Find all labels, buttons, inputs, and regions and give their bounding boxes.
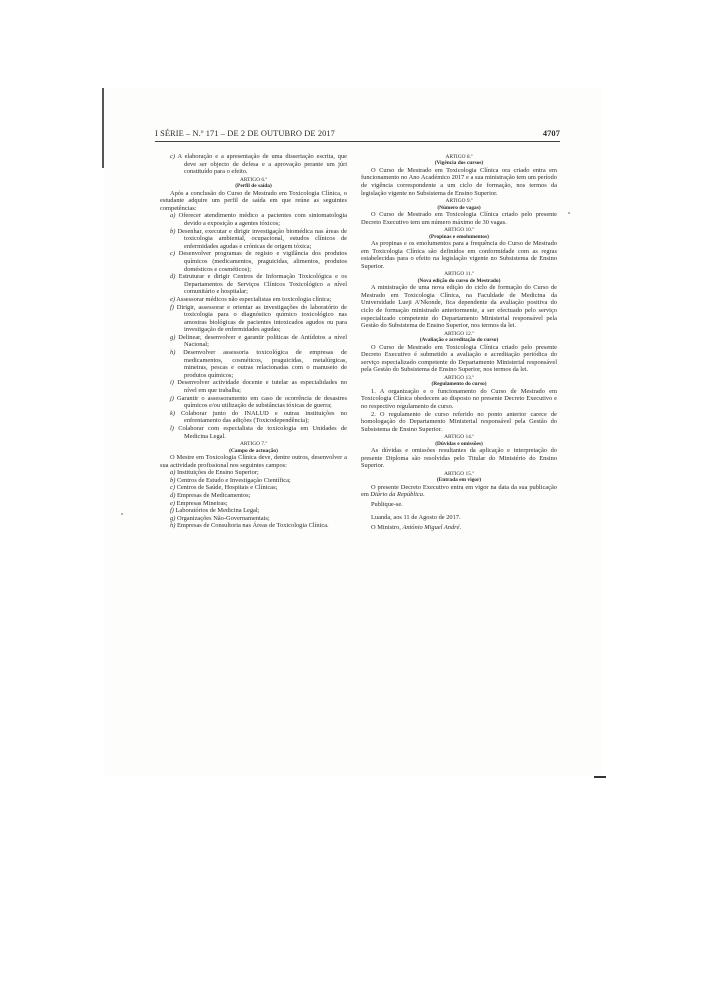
paragraph: 2. O regulamento de curso referido no ponto anterior carece de homologação do Departamento Ministerial responsável pela Gestão do Subsistema de Ensino Superior. <box>361 410 557 433</box>
article-heading: ARTIGO 12.º <box>444 330 474 337</box>
scan-speck <box>121 513 123 515</box>
list-item: e) Empresas Mineiras; <box>170 499 228 507</box>
paragraph: 1. A organização e o funcionamento do Curso de Mestrado em Toxicologia Clínica obedecem ao disposto no presente Decreto Executivo e no respectivo regulamento de curso. <box>361 387 557 410</box>
article-heading: ARTIGO 6.º <box>239 176 268 183</box>
list-item: b) Centros de Estudo e Investigação Científica; <box>170 476 291 484</box>
list-item: l) Colaborar com especialista de toxicologia em Unidades de Medicina Legal. <box>170 425 347 440</box>
list-item: c) A elaboração e a apresentação de uma dissertação escrita, que deve ser objecto de defesa e a aprovação perante um júri constituído para o efeito. <box>170 153 348 176</box>
scan-speck <box>568 212 570 214</box>
article-heading: ARTIGO 13.º <box>444 374 474 381</box>
article-title: (Perfil de saída) <box>235 183 272 190</box>
paragraph: O Curso de Mestrado em Toxicologia Clínica criado pelo presente Decreto Executivo tem um número máximo de 30 vagas. <box>361 211 557 226</box>
list-item: j) Garantir o assessoramento em caso de ocorrência de desastres químicos e/ou utilização de substâncias tóxicas de guerra; <box>170 394 348 410</box>
paragraph: A ministração de uma nova edição do ciclo de formação do Curso de Mestrado em Toxicologia Clínica, na Faculdade de Medicina da Universidade Lueji A'Nkonde, fica dependente da avaliação positiva do ciclo de formação ministrado anteriormente, a ser efectuado pelo serviço especializado competente do Departamento Ministerial responsável pela Gestão do Subsistema de Ensino Superior, nos termos da lei. <box>361 284 557 330</box>
list-item: a) Instituições de Ensino Superior; <box>170 469 259 477</box>
list-item: f) Laboratórios de Medicina Legal; <box>170 507 260 515</box>
list-item: b) Desenhar, executar e dirigir investigação biomédica nas áreas de toxicologia ambiental, ocupacional, estudos clínicos de enfermidades agudas e crónicas de origem tóxica; <box>170 227 347 250</box>
article-heading: ARTIGO 7.º <box>239 441 268 448</box>
place-date: Luanda, aos 11 de Agosto de 2017. <box>371 513 461 521</box>
page-number: 4707 <box>542 129 560 138</box>
paragraph: O Mestre em Toxicologia Clínica deve, dentre outros, desenvolver a sua actividade profissional nos seguintes campos: <box>160 454 347 469</box>
article-title: (Propinas e emolumentos) <box>429 233 489 240</box>
article-title: (Regulamento do curso) <box>431 381 487 388</box>
article-heading: ARTIGO 10.º <box>444 227 474 234</box>
publish-line: Publique-se. <box>371 500 403 508</box>
paragraph: Após a conclusão do Curso de Mestrado em Toxicologia Clínica, o estudante adquire um perfil de saída em que reúne as seguintes competências: <box>160 189 347 212</box>
list-item: d) Empresas de Medicamentos; <box>170 491 251 499</box>
article-heading: ARTIGO 14.º <box>444 434 474 441</box>
right-column <box>361 153 557 532</box>
paragraph: O Curso de Mestrado em Toxicologia Clínica ora criado entra em funcionamento no Ano Académico 2017 e a sua ministração tem um período de vigência correspondente a um ciclo de formação, nos termos da legislação vigente no Subsistema de Ensino Superior. <box>361 166 557 197</box>
paragraph: As dúvidas e omissões resultantes da aplicação e interpretação do presente Diploma são resolvidas pelo Titular do Ministério do Ensino Superior. <box>361 447 557 470</box>
list-item: c) Centros de Saúde, Hospitais e Clínicas; <box>170 484 278 492</box>
list-item: h) Desenvolver assessoria toxicológica de empresas de medicamentos, cosméticos, praguicidas, metalúrgicas, mineiras, pescas e outras relacionadas com o manuseio de produtos químicos; <box>170 349 347 379</box>
list-item: e) Assessorar médicos não especialistas em toxicologia clínica; <box>170 295 332 303</box>
article-heading: ARTIGO 11.º <box>444 271 474 278</box>
header-rule <box>155 141 560 142</box>
scan-edge <box>102 88 104 168</box>
list-item: i) Desenvolver actividade docente e tutelar as especialidades no nível em que trabalha; <box>170 379 347 395</box>
article-title: (Dúvidas e omissões) <box>435 440 483 447</box>
paragraph: O presente Decreto Executivo entra em vigor na data da sua publicação em Diário da República. <box>361 483 557 499</box>
article-title: (Avaliação e acreditação do curso) <box>419 337 499 344</box>
list-item: c) Desenvolver programas de registo e vigilância dos produtos químicos (medicamentos, praguicidas, alimentos, produtos domésticos e cosméticos); <box>170 250 347 273</box>
article-heading: ARTIGO 8.º <box>445 154 473 160</box>
list-item: h) Empresas de Consultoria nas Áreas de Toxicologia Clínica. <box>170 522 329 530</box>
list-item: g) Organizações Não-Governamentais; <box>170 514 270 522</box>
list-item: d) Estruturar e dirigir Centros de Informação Toxicológica e os Departamentos de Serviços Clínicos Toxicológico a nível comunitário e hospitalar; <box>170 273 347 296</box>
article-title: (Entrada em vigor) <box>436 477 482 484</box>
article-title: (Número de vagas) <box>437 204 481 211</box>
article-heading: ARTIGO 15.º <box>444 470 474 477</box>
series-info: I SÉRIE – N.º 171 – DE 2 DE OUTUBRO DE 2017 <box>155 129 335 138</box>
signature: O Ministro, António Miguel André. <box>371 524 462 532</box>
left-column <box>160 153 347 530</box>
scan-mark <box>594 776 606 778</box>
article-title: (Campo de actuação) <box>229 447 278 454</box>
paragraph: As propinas e os emolumentos para a frequência do Curso de Mestrado em Toxicologia Clínica são definidos em conformidade com as regras estabelecidas para o efeito na legislação vigente no Subsistema de Ensino Superior. <box>361 240 557 270</box>
list-item: a) Oferecer atendimento médico a pacientes com sintomatologia devido a exposição a agentes tóxicos; <box>170 212 347 227</box>
paragraph: O Curso de Mestrado em Toxicologia Clínica criado pelo presente Decreto Executivo é submetido a avaliação e acreditação periódica do serviço especializado competente do Departamento Ministerial responsável pela Gestão do Subsistema de Ensino Superior, nos termos da lei. <box>361 343 557 374</box>
list-item: k) Colaborar junto do INALUD e outras instituições no enfrentamento das adições (Toxicodependência); <box>170 409 347 425</box>
article-title: (Nova edição do curso de Mestrado) <box>417 277 501 284</box>
list-item: f) Dirigir, assessorar e orientar as investigações do laboratório de toxicologia para o diagnóstico químico toxicológico nas amostras biológicas de pacientes intoxicados agudos ou para investigação de enfermidades agudas; <box>170 303 347 334</box>
list-item: g) Delinear, desenvolver e garantir políticas de Antídotos a nível Nacional; <box>170 333 347 349</box>
article-heading: ARTIGO 9.º <box>445 198 473 205</box>
article-title: (Vigência dos cursos) <box>434 160 484 167</box>
